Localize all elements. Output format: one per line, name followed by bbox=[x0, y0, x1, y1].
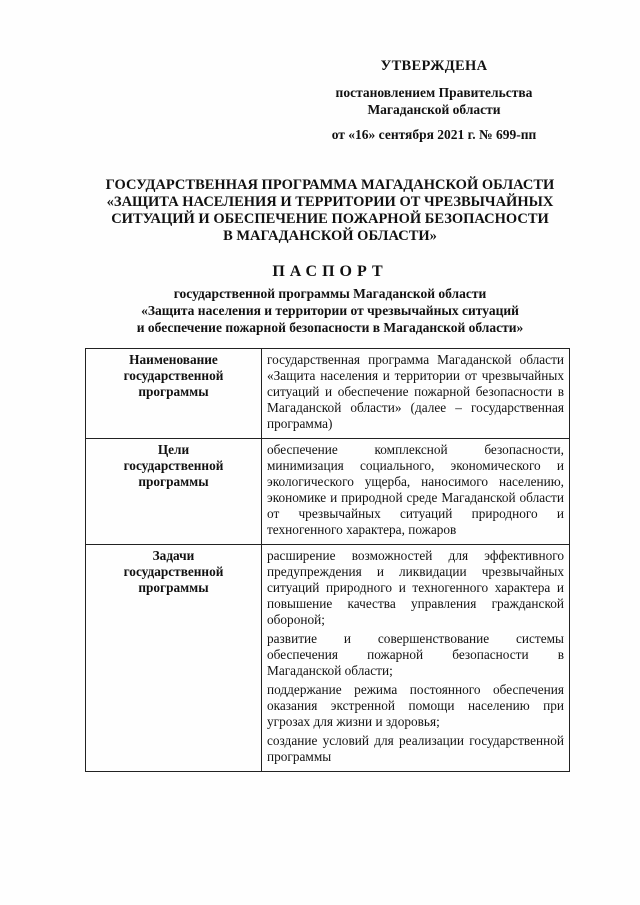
program-title-line-2: «ЗАЩИТА НАСЕЛЕНИЯ И ТЕРРИТОРИИ ОТ ЧРЕЗВЫЧАЙНЫХ bbox=[106, 194, 554, 210]
approval-block bbox=[300, 58, 568, 143]
row-value bbox=[262, 439, 570, 545]
row-label bbox=[86, 349, 262, 439]
approval-word: УТВЕРЖДЕНА bbox=[380, 58, 488, 74]
row-label-line: Наименование bbox=[129, 352, 218, 367]
program-title-line-4: В МАГАДАНСКОЙ ОБЛАСТИ» bbox=[223, 228, 437, 244]
approval-line-2: Магаданской области bbox=[367, 102, 501, 117]
row-label-line: Цели bbox=[157, 442, 190, 457]
row-value bbox=[262, 545, 570, 772]
row-label-line: Задачи bbox=[152, 548, 195, 563]
row-value bbox=[262, 349, 570, 439]
passport-word: ПАСПОРТ bbox=[272, 263, 388, 280]
passport-heading bbox=[90, 263, 570, 336]
row-value-paragraph: расширение возможностей для эффективного предупреждения и ликвидации чрезвычайных ситуаций природного и техногенного характера и повышение качества управления гражданской обороной; bbox=[267, 548, 564, 627]
row-label-line: программы bbox=[138, 580, 209, 595]
row-value-paragraph: развитие и совершенствование системы обеспечения пожарной безопасности в Магаданской области; bbox=[267, 631, 564, 678]
row-label-line: государственной bbox=[123, 564, 224, 579]
table-row-tasks bbox=[86, 545, 570, 772]
row-label-line: государственной bbox=[123, 458, 224, 473]
approval-line-3: от «16» сентября 2021 г. № 699-пп bbox=[331, 127, 537, 142]
passport-line-2: «Защита населения и территории от чрезвычайных ситуаций bbox=[141, 303, 519, 318]
passport-table bbox=[85, 348, 570, 772]
row-label bbox=[86, 545, 262, 772]
approval-line-1: постановлением Правительства bbox=[335, 85, 533, 100]
table-row-name bbox=[86, 349, 570, 439]
passport-line-1: государственной программы Магаданской области bbox=[173, 286, 487, 301]
row-label-line: программы bbox=[138, 384, 209, 399]
program-title bbox=[90, 177, 570, 245]
program-title-line-3: СИТУАЦИЙ И ОБЕСПЕЧЕНИЕ ПОЖАРНОЙ БЕЗОПАСНОСТИ bbox=[111, 211, 549, 227]
row-label-line: программы bbox=[138, 474, 209, 489]
row-value-paragraph: создание условий для реализации государственной программы bbox=[267, 733, 564, 764]
passport-line-3: и обеспечение пожарной безопасности в Магаданской области» bbox=[136, 320, 524, 335]
program-title-line-1: ГОСУДАРСТВЕННАЯ ПРОГРАММА МАГАДАНСКОЙ ОБЛАСТИ bbox=[105, 177, 555, 193]
row-value-paragraph: государственная программа Магаданской области «Защита населения и территории от чрезвычайных ситуаций и обеспечение пожарной безопасности в Магаданской области» (далее – государственная программа) bbox=[267, 352, 564, 431]
table-row-goals bbox=[86, 439, 570, 545]
row-value-paragraph: поддержание режима постоянного обеспечения оказания экстренной помощи населению при угрозах для жизни и здоровья; bbox=[267, 682, 564, 729]
row-label bbox=[86, 439, 262, 545]
row-value-paragraph: обеспечение комплексной безопасности, минимизация социального, экономического и экологического ущерба, наносимого населению, экономике и природной среде Магаданской области от чрезвычайных ситуаций природного и техногенного характера, пожаров bbox=[267, 442, 564, 537]
row-label-line: государственной bbox=[123, 368, 224, 383]
